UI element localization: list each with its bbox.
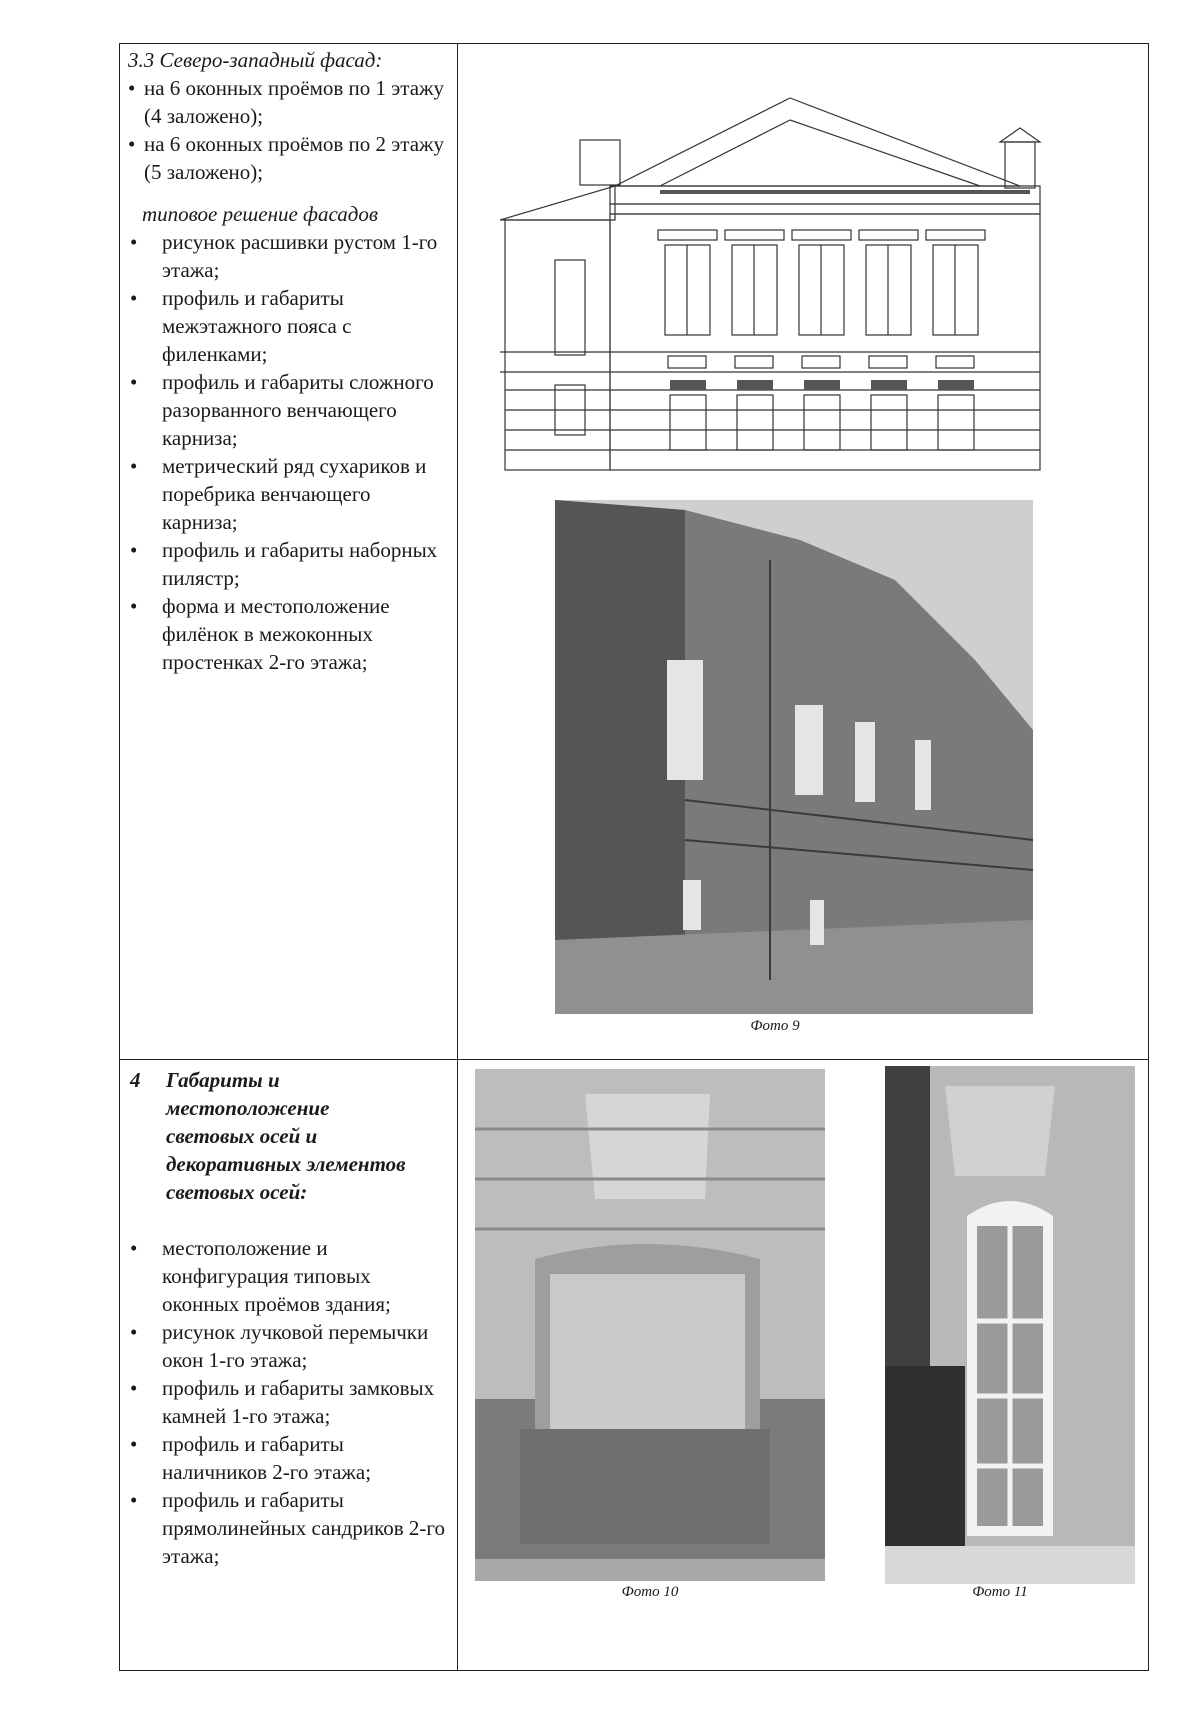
section-4-number: 4 — [130, 1068, 141, 1092]
list-item: • на 6 оконных проёмов по 2 этажу (5 заложено); — [128, 130, 448, 186]
row-divider — [120, 1059, 1148, 1060]
photo-9-image — [555, 500, 1033, 1014]
section-4-cell — [128, 1066, 448, 1570]
list-item: • форма и местоположение филёнок в межоконных простенках 2-го этажа; — [128, 592, 448, 676]
list-item: • рисунок лучковой перемычки окон 1-го этажа; — [128, 1318, 448, 1374]
list-item: • метрический ряд сухариков и поребрика венчающего карниза; — [128, 452, 448, 536]
list-item: • на 6 оконных проёмов по 1 этажу (4 заложено); — [128, 74, 448, 130]
list-item: • местоположение и конфигурация типовых оконных проёмов здания; — [128, 1234, 448, 1318]
content-table — [119, 43, 1149, 1671]
photo-10-image — [475, 1069, 825, 1581]
section-3-3-title: 3.3 Северо-западный фасад: — [128, 48, 383, 72]
photo-11-caption: Фото 11 — [972, 1584, 1028, 1600]
section-4-title: Габариты и местоположение световых осей и декоративных элементов световых осей: — [166, 1068, 406, 1204]
openings-list — [128, 74, 448, 186]
list-item: • профиль и габариты межэтажного пояса с филенками; — [128, 284, 448, 368]
section-4-heading — [128, 1066, 448, 1206]
section-3-3-cell — [128, 46, 448, 676]
photo-9-caption: Фото 9 — [750, 1018, 800, 1034]
list-item: • рисунок расшивки рустом 1-го этажа; — [128, 228, 448, 284]
column-divider — [457, 44, 458, 1670]
list-item: • профиль и габариты наличников 2-го этажа; — [128, 1430, 448, 1486]
section-4-items-list — [128, 1234, 448, 1570]
facade-subtitle: типовое решение фасадов — [142, 202, 378, 226]
list-item: • профиль и габариты сложного разорванного венчающего карниза; — [128, 368, 448, 452]
facade-elevation-drawing — [500, 90, 1095, 484]
photo-10-caption: Фото 10 — [621, 1584, 679, 1600]
list-item: • профиль и габариты замковых камней 1-го этажа; — [128, 1374, 448, 1430]
list-item: • профиль и габариты наборных пилястр; — [128, 536, 448, 592]
photo-11-image — [885, 1066, 1135, 1584]
list-item: • профиль и габариты прямолинейных сандриков 2-го этажа; — [128, 1486, 448, 1570]
facade-items-list — [128, 228, 448, 676]
